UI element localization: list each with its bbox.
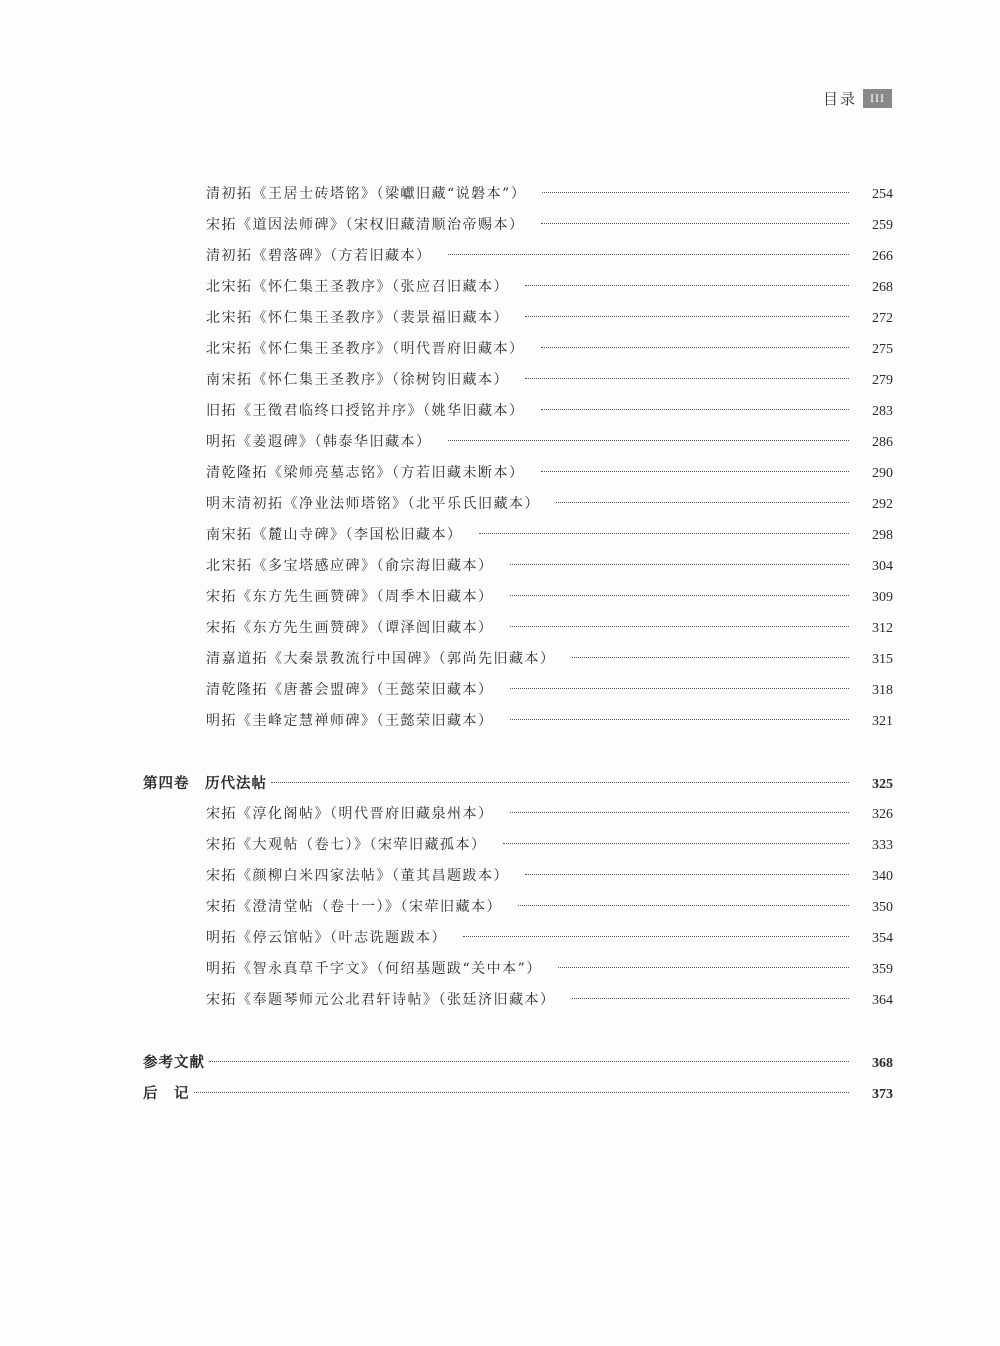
toc-entry-page: 286	[872, 435, 893, 450]
toc-heading-page: 325	[872, 777, 893, 792]
toc-entry-title: 宋拓《东方先生画赞碑》（谭泽闿旧藏本）	[206, 620, 494, 636]
toc-entry-page: 364	[872, 993, 893, 1008]
toc-entry	[143, 679, 893, 710]
toc-entry-page: 259	[872, 218, 893, 233]
toc-entry-title: 北宋拓《怀仁集王圣教序》（张应召旧藏本）	[206, 279, 509, 295]
toc-entry	[143, 400, 893, 431]
leader-dots	[525, 316, 849, 317]
page-number-badge: III	[863, 89, 892, 108]
toc-entry-title: 北宋拓《多宝塔感应碑》（俞宗海旧藏本）	[206, 558, 494, 574]
toc-entry-title: 宋拓《澄清堂帖（卷十一）》（宋荦旧藏本）	[206, 899, 502, 915]
toc-references-title: 参考文献	[143, 1054, 205, 1071]
toc-entry-page: 304	[872, 559, 893, 574]
toc-entry-page: 312	[872, 621, 893, 636]
leader-dots	[541, 471, 850, 472]
toc-afterword	[143, 1082, 893, 1113]
toc-entry-page: 279	[872, 373, 893, 388]
toc-entry-page: 266	[872, 249, 893, 264]
toc-entry-page: 350	[872, 900, 893, 915]
toc-entry	[143, 245, 893, 276]
leader-dots	[541, 409, 850, 410]
toc-entry	[143, 896, 893, 927]
toc-entry-title: 宋拓《大观帖（卷七）》（宋荦旧藏孤本）	[206, 837, 487, 853]
toc-references	[143, 1051, 893, 1082]
toc-heading-title: 第四卷 历代法帖	[143, 775, 267, 792]
leader-dots	[463, 936, 849, 937]
toc-entry-title: 清初拓《王居士砖塔铭》（梁巘旧藏“说磐本”）	[206, 186, 527, 202]
leader-dots	[510, 595, 850, 596]
toc-entry	[143, 927, 893, 958]
leader-dots	[209, 1061, 849, 1062]
toc-afterword-title: 后 记	[143, 1085, 190, 1102]
toc-entry	[143, 214, 893, 245]
leader-dots	[541, 347, 850, 348]
table-of-contents	[143, 183, 893, 1113]
leader-dots	[518, 905, 849, 906]
leader-dots	[572, 998, 850, 999]
toc-entry	[143, 276, 893, 307]
leader-dots	[556, 502, 849, 503]
leader-dots	[510, 719, 850, 720]
leader-dots	[510, 564, 850, 565]
toc-entry	[143, 493, 893, 524]
toc-entry-title: 旧拓《王徵君临终口授铭并序》（姚华旧藏本）	[206, 403, 525, 419]
toc-entry	[143, 989, 893, 1020]
toc-entry-page: 275	[872, 342, 893, 357]
leader-dots	[194, 1092, 850, 1093]
toc-entry-title: 明末清初拓《净业法师塔铭》（北平乐氏旧藏本）	[206, 496, 540, 512]
toc-entry	[143, 462, 893, 493]
toc-entry	[143, 586, 893, 617]
toc-entry	[143, 958, 893, 989]
toc-entry-title: 宋拓《淳化阁帖》（明代晋府旧藏泉州本）	[206, 806, 494, 822]
toc-entry	[143, 555, 893, 586]
toc-entry-page: 321	[872, 714, 893, 729]
toc-group-rubbings	[143, 183, 893, 741]
toc-entry-title: 宋拓《奉题琴师元公北君轩诗帖》（张廷济旧藏本）	[206, 992, 556, 1008]
toc-entry	[143, 710, 893, 741]
toc-entry-page: 268	[872, 280, 893, 295]
leader-dots	[271, 782, 849, 783]
toc-entry-page: 292	[872, 497, 893, 512]
toc-entry-title: 北宋拓《怀仁集王圣教序》（明代晋府旧藏本）	[206, 341, 525, 357]
toc-entry-page: 326	[872, 807, 893, 822]
toc-entry-title: 北宋拓《怀仁集王圣教序》（裴景福旧藏本）	[206, 310, 509, 326]
leader-dots	[525, 874, 849, 875]
toc-entry	[143, 431, 893, 462]
leader-dots	[510, 812, 850, 813]
toc-entry	[143, 617, 893, 648]
running-head-label: 目录	[822, 90, 857, 108]
toc-entry	[143, 307, 893, 338]
toc-entry	[143, 834, 893, 865]
toc-entry-title: 宋拓《东方先生画赞碑》（周季木旧藏本）	[206, 589, 494, 605]
toc-entry-page: 340	[872, 869, 893, 884]
toc-entry	[143, 865, 893, 896]
leader-dots	[479, 533, 850, 534]
toc-entry-page: 298	[872, 528, 893, 543]
toc-entry	[143, 369, 893, 400]
toc-entry-title: 宋拓《道因法师碑》（宋权旧藏清顺治帝赐本）	[206, 217, 525, 233]
leader-dots	[448, 440, 850, 441]
toc-entry-page: 333	[872, 838, 893, 853]
toc-afterword-page: 373	[872, 1087, 893, 1102]
leader-dots	[572, 657, 850, 658]
leader-dots	[503, 843, 850, 844]
toc-references-page: 368	[872, 1056, 893, 1071]
leader-dots	[510, 626, 850, 627]
toc-entry	[143, 803, 893, 834]
toc-entry	[143, 648, 893, 679]
leader-dots	[542, 192, 849, 193]
leader-dots	[558, 967, 849, 968]
toc-entry-title: 清初拓《碧落碑》（方若旧藏本）	[206, 248, 432, 264]
toc-entry-page: 354	[872, 931, 893, 946]
section-spacer	[143, 741, 893, 772]
leader-dots	[525, 378, 849, 379]
toc-entry-title: 清嘉道拓《大秦景教流行中国碑》（郭尚先旧藏本）	[206, 651, 556, 667]
running-head	[823, 88, 892, 109]
leader-dots	[510, 688, 850, 689]
toc-entry-page: 254	[872, 187, 893, 202]
toc-entry-title: 明拓《姜遐碑》（韩泰华旧藏本）	[206, 434, 432, 450]
toc-group-copybooks	[143, 803, 893, 1020]
leader-dots	[525, 285, 849, 286]
toc-entry-page: 318	[872, 683, 893, 698]
toc-entry-title: 明拓《智永真草千字文》（何绍基题跋“关中本”）	[206, 961, 542, 977]
toc-entry-title: 南宋拓《麓山寺碑》（李国松旧藏本）	[206, 527, 463, 543]
toc-entry-title: 宋拓《颜柳白米四家法帖》（董其昌题跋本）	[206, 868, 509, 884]
leader-dots	[541, 223, 850, 224]
toc-entry	[143, 524, 893, 555]
leader-dots	[448, 254, 850, 255]
toc-entry	[143, 338, 893, 369]
toc-entry-page: 290	[872, 466, 893, 481]
toc-entry-title: 南宋拓《怀仁集王圣教序》（徐树钧旧藏本）	[206, 372, 509, 388]
toc-entry-title: 明拓《圭峰定慧禅师碑》（王懿荣旧藏本）	[206, 713, 494, 729]
toc-entry-title: 清乾隆拓《梁师亮墓志铭》（方若旧藏未断本）	[206, 465, 525, 481]
toc-entry-page: 359	[872, 962, 893, 977]
toc-entry	[143, 183, 893, 214]
toc-entry-page: 309	[872, 590, 893, 605]
section-spacer	[143, 1020, 893, 1051]
toc-volume-heading	[143, 772, 893, 803]
toc-entry-title: 清乾隆拓《唐蕃会盟碑》（王懿荣旧藏本）	[206, 682, 494, 698]
toc-entry-page: 283	[872, 404, 893, 419]
toc-entry-title: 明拓《停云馆帖》（叶志诜题跋本）	[206, 930, 447, 946]
toc-entry-page: 272	[872, 311, 893, 326]
toc-entry-page: 315	[872, 652, 893, 667]
